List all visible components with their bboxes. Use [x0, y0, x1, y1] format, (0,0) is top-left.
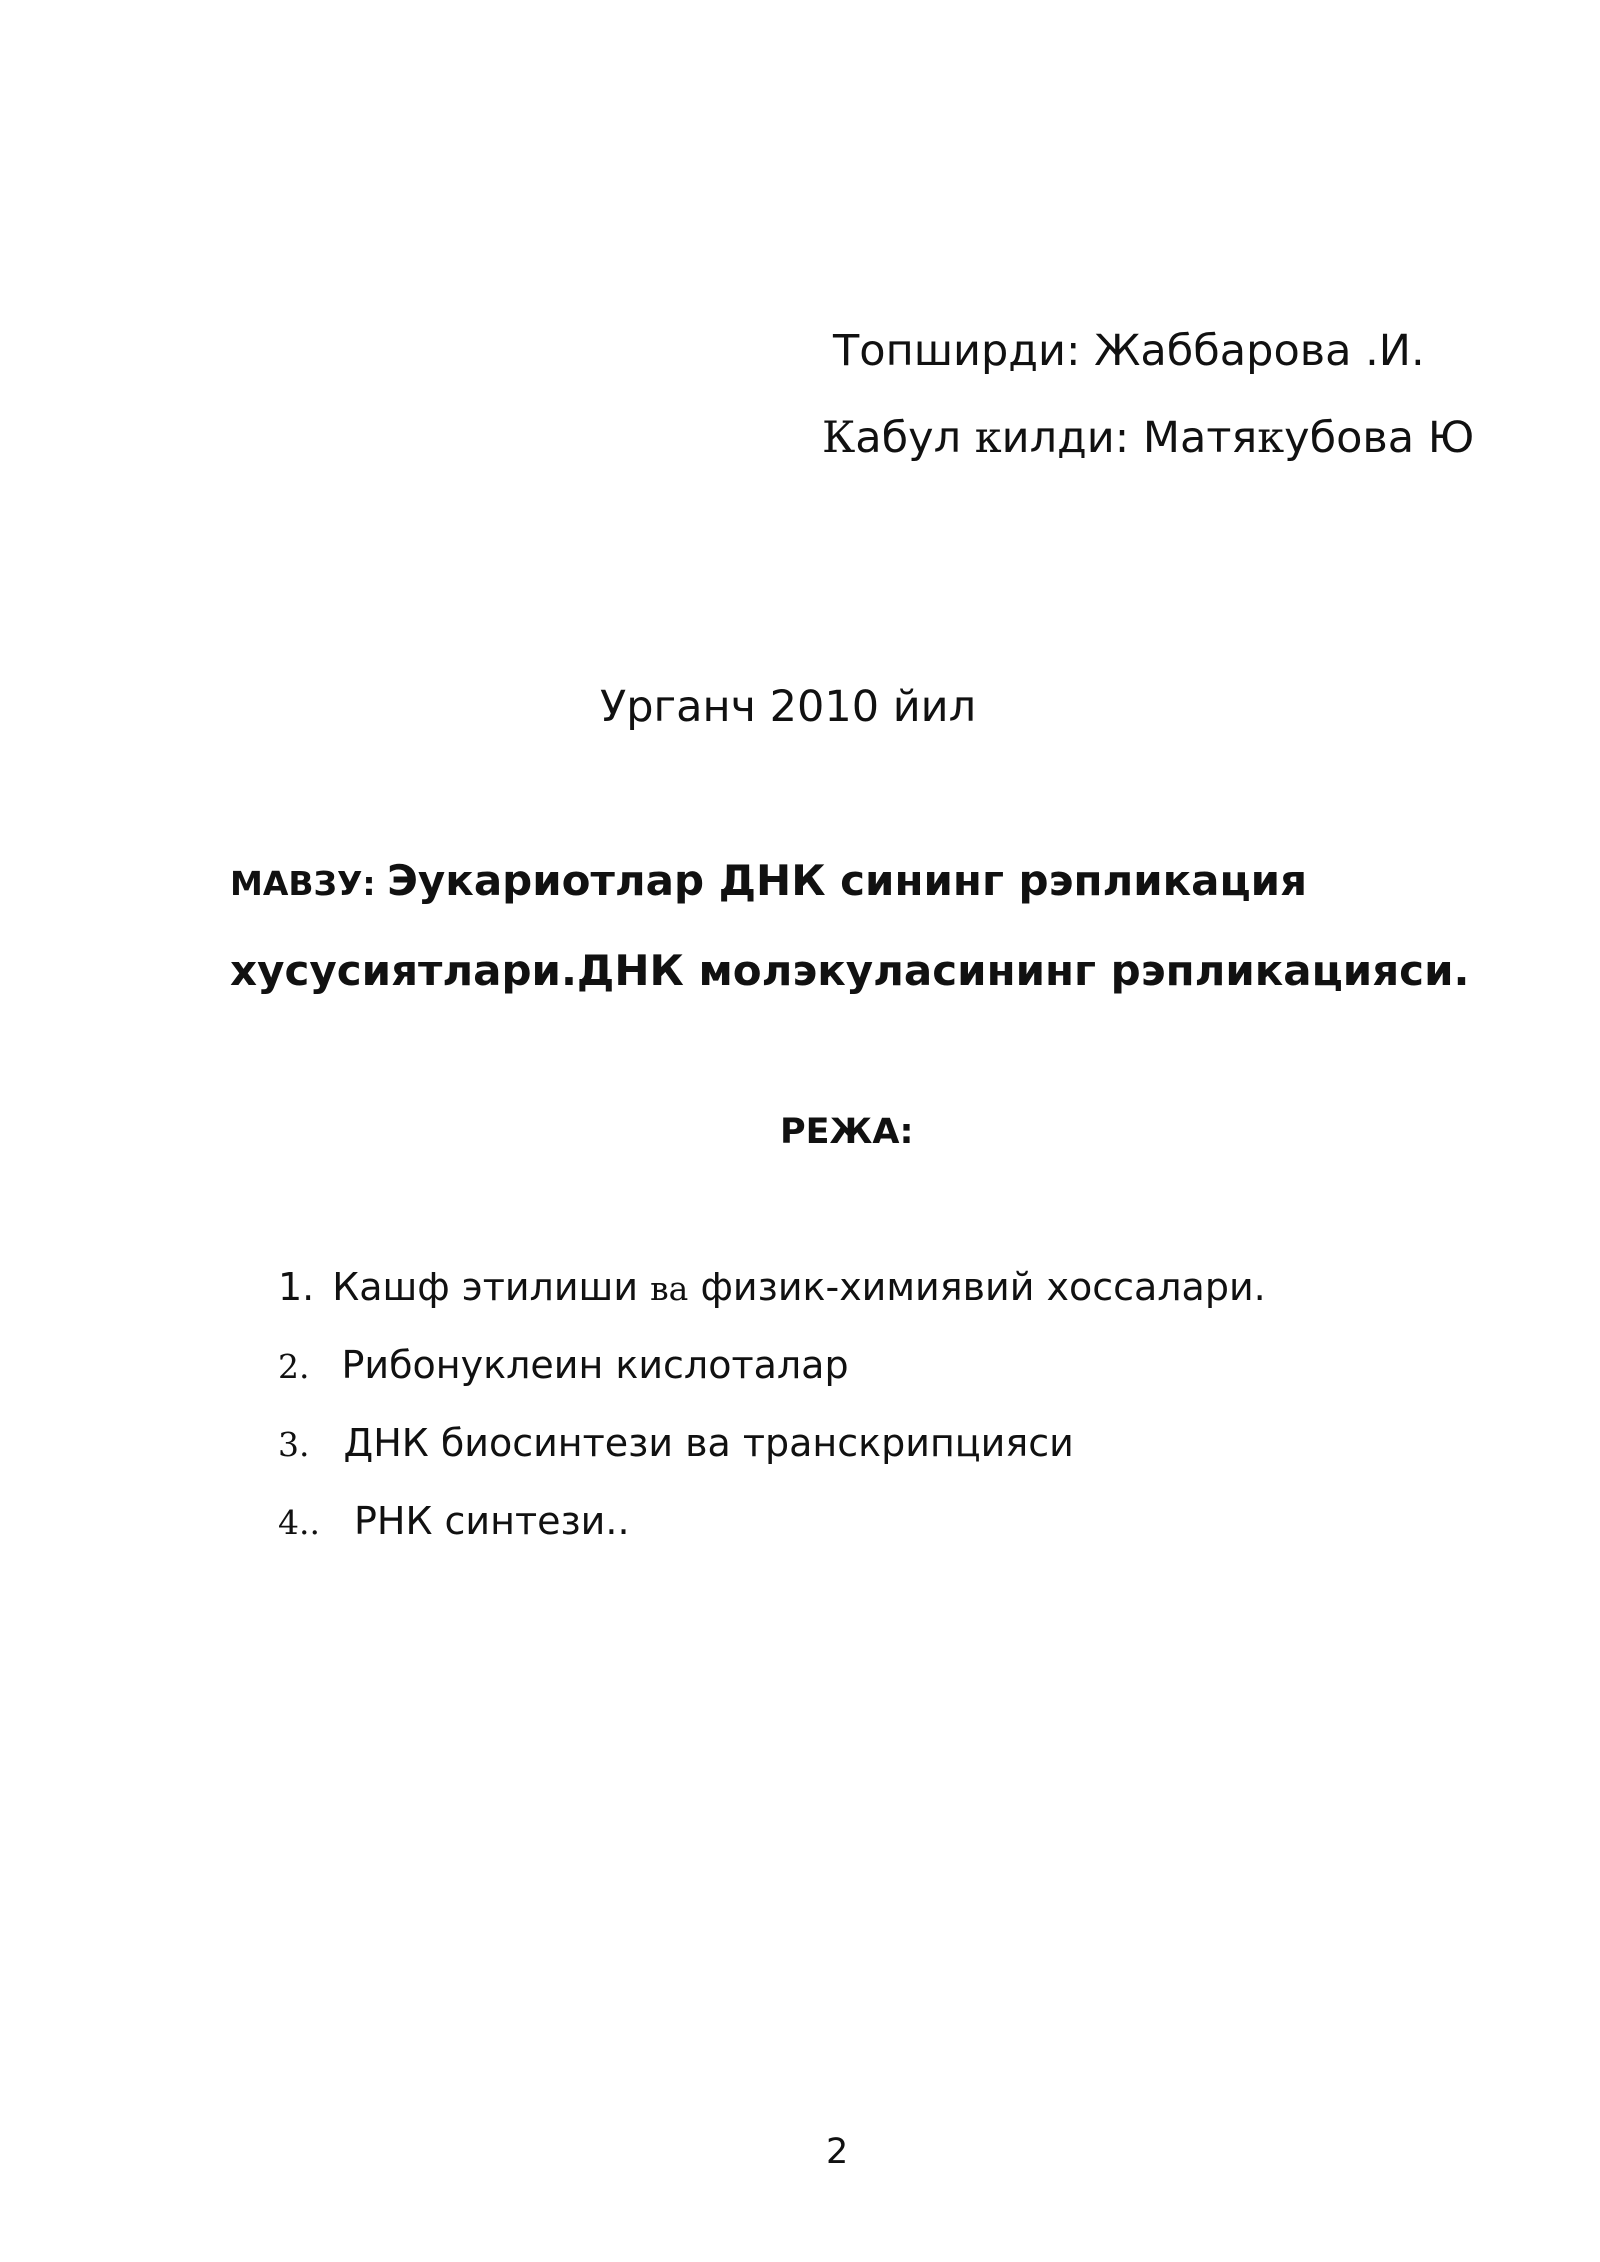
plan-item-text-part: ва — [650, 1269, 689, 1308]
accepted-by-part: К — [822, 413, 856, 463]
accepted-by-part: к — [1257, 413, 1285, 463]
plan-item — [278, 1265, 1266, 1309]
accepted-by-part: к — [974, 413, 1002, 463]
accepted-by-part: илди: Матя — [1001, 413, 1258, 463]
plan-item-text: РНК синтези.. — [353, 1499, 630, 1543]
topic-line-1 — [230, 856, 1308, 905]
plan-item-number: 2. — [278, 1347, 310, 1386]
plan-item-text — [332, 1265, 1265, 1309]
page-number: 2 — [826, 2132, 849, 2172]
accepted-by-part: убова Ю — [1284, 413, 1475, 463]
submitted-by: Топширди: Жаббарова .И. — [833, 326, 1425, 376]
plan-item-number: 3. — [278, 1425, 310, 1464]
plan-heading: РЕЖА: — [780, 1112, 914, 1152]
accepted-by-part: абул — [855, 413, 975, 463]
plan-item-text: Рибонуклеин кислоталар — [341, 1343, 849, 1387]
topic-title-part-1: Эукариотлар ДНК сининг рэпликация — [387, 856, 1308, 905]
accepted-by — [822, 413, 1475, 463]
place-year: Урганч 2010 йил — [600, 682, 977, 732]
topic-title-part-2: хусусиятлари.ДНК молэкуласининг рэпликацияси. — [230, 946, 1470, 995]
plan-item — [278, 1421, 1074, 1465]
plan-item — [278, 1499, 630, 1543]
plan-item-text-part: Кашф этилиши — [332, 1265, 651, 1309]
topic-label: МАВЗУ: — [230, 864, 388, 903]
plan-item — [278, 1343, 849, 1387]
plan-item-text: ДНК биосинтези ва транскрипцияси — [343, 1421, 1074, 1465]
plan-item-number: 1. — [278, 1265, 315, 1309]
plan-item-text-part: физик-химиявий хоссалари. — [688, 1265, 1266, 1309]
plan-item-number: 4.. — [278, 1503, 320, 1542]
